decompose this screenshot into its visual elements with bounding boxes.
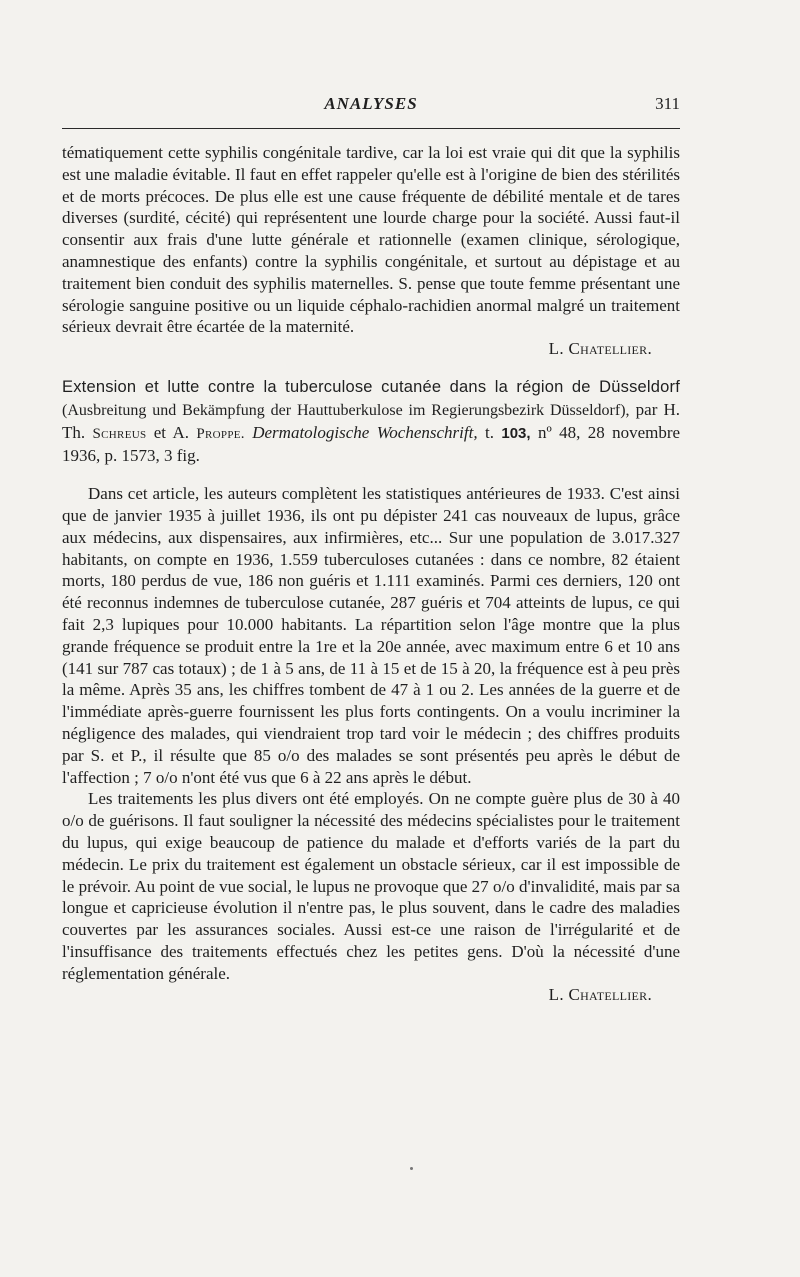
page-number: 311 bbox=[655, 94, 680, 113]
review2-heading: Extension et lutte contre la tuberculose cutanée dans la région de Düsseldorf (Ausbreitung und Bekämpfung der Hauttuberkulose im Regierungsbezirk Düsseldorf), par H. Th. Schreus et A. Proppe. Dermatologische Wochenschrift, t. 103, nº 48, 28 novembre 1936, p. 1573, 3 fig. bbox=[62, 377, 681, 466]
review2-title: Extension et lutte contre la tuberculose cutanée dans la région de Düsseldorf bbox=[62, 377, 680, 396]
page-content bbox=[62, 122, 680, 1006]
running-title: ANALYSES bbox=[324, 94, 418, 113]
author-schreus: Schreus bbox=[92, 425, 147, 442]
ink-dot bbox=[410, 1167, 413, 1170]
author-proppe: Proppe. bbox=[196, 425, 245, 442]
journal-name: Dermatologische Wochenschrift, bbox=[252, 422, 478, 442]
review2-paragraph-2: Les traitements les plus divers ont été employés. On ne compte guère plus de 30 à 40 o/o de guérisons. Il faut souligner la nécessité des médecins spécialistes pour le traitement du lupus, qui exige beaucoup de patience du malade et d'efforts variés de la part du médecin. Le prix du traitement est également un obstacle sérieux, car il est impossible de le prévoir. Au point de vue social, le lupus ne provoque que 27 o/o d'invalidité, mais par sa longue et capricieuse évolution il n'entre pas, le plus souvent, dans le cadre des maladies couvertes par les assurances sociales. Aussi est-ce une raison de l'irrégularité et de l'insuffisance des traitements effectués chez les petites gens. D'où la nécessité d'une réglementation générale. bbox=[62, 789, 680, 983]
running-head bbox=[62, 94, 680, 122]
header-rule bbox=[62, 128, 680, 129]
citation-details: nº 48, 28 novembre 1936, p. 1573, 3 fig. bbox=[62, 422, 681, 466]
volume: 103, bbox=[501, 424, 531, 442]
page bbox=[62, 94, 680, 1006]
review1-signature: L. Chatellier. bbox=[548, 339, 652, 359]
review2-original-title: (Ausbreitung und Bekämpfung der Hauttuberkulose im Regierungsbezirk Düsseldorf), bbox=[62, 401, 630, 419]
review2-signature: L. Chatellier. bbox=[548, 985, 652, 1005]
review1-text: tématiquement cette syphilis congénitale tardive, car la loi est vraie qui dit que la syphilis est une maladie évitable. Il faut en effet rappeler qu'elle est à l'origine de bien des stérilités et de morts précoces. De plus elle est une cause fréquente de débilité mentale et de tares diverses (surdité, cécité) qui représentent une lourde charge pour la société. Aussi faut-il consentir aux frais d'une lutte générale et rationnelle (examen clinique, sérologique, anamnestique des enfants) contre la syphilis congénitale, et surtout au dépistage et au traitement bien conduit des syphilis maternelles. S. pense que toute femme présentant une sérologie sanguine positive ou un liquide céphalo-rachidien anormal malgré un traitement sérieux devrait être écartée de la maternité. bbox=[62, 143, 680, 337]
review2-authors: par H. Th. Schreus et A. Proppe. bbox=[62, 399, 680, 442]
review2-paragraph-1: Dans cet article, les auteurs complètent les statistiques antérieures de 1933. C'est ainsi que de janvier 1935 à juillet 1936, ils ont pu dépister 241 cas nouveaux de lupus, grâce aux médecins, aux dispensaires, aux infirmières, etc... Sur une population de 3.017.327 habitants, on compte en 1936, 1.559 tuberculoses cutanées : dans ce nombre, 82 étaient morts, 180 perdus de vue, 186 non guéris et 1.111 examinés. Parmi ces derniers, 120 ont été reconnus indemnes de tuberculose cutanée, 287 guéris et 704 atteints de lupus, ce qui fait 2,3 lupiques pour 10.000 habitants. La répartition selon l'âge montre que la plus grande fréquence se produit entre la 1re et la 20e année, avec maximum entre 6 et 10 ans (141 sur 787 cas totaux) ; de 1 à 5 ans, de 11 à 15 et de 15 à 20, la fréquence est à peu près la même. Après 35 ans, les chiffres tombent de 47 à 1 ou 2. Les années de la guerre et de l'immédiate après-guerre fournissent les plus forts contingents. On a voulu incriminer la négligence des malades, qui viendraient trop tard voir le médecin ; des chiffres produits par S. et P., il résulte que 85 o/o des malades se sont présentés peu après le début de l'affection ; 7 o/o n'ont été vus que 6 à 22 ans après le début. bbox=[62, 484, 680, 787]
